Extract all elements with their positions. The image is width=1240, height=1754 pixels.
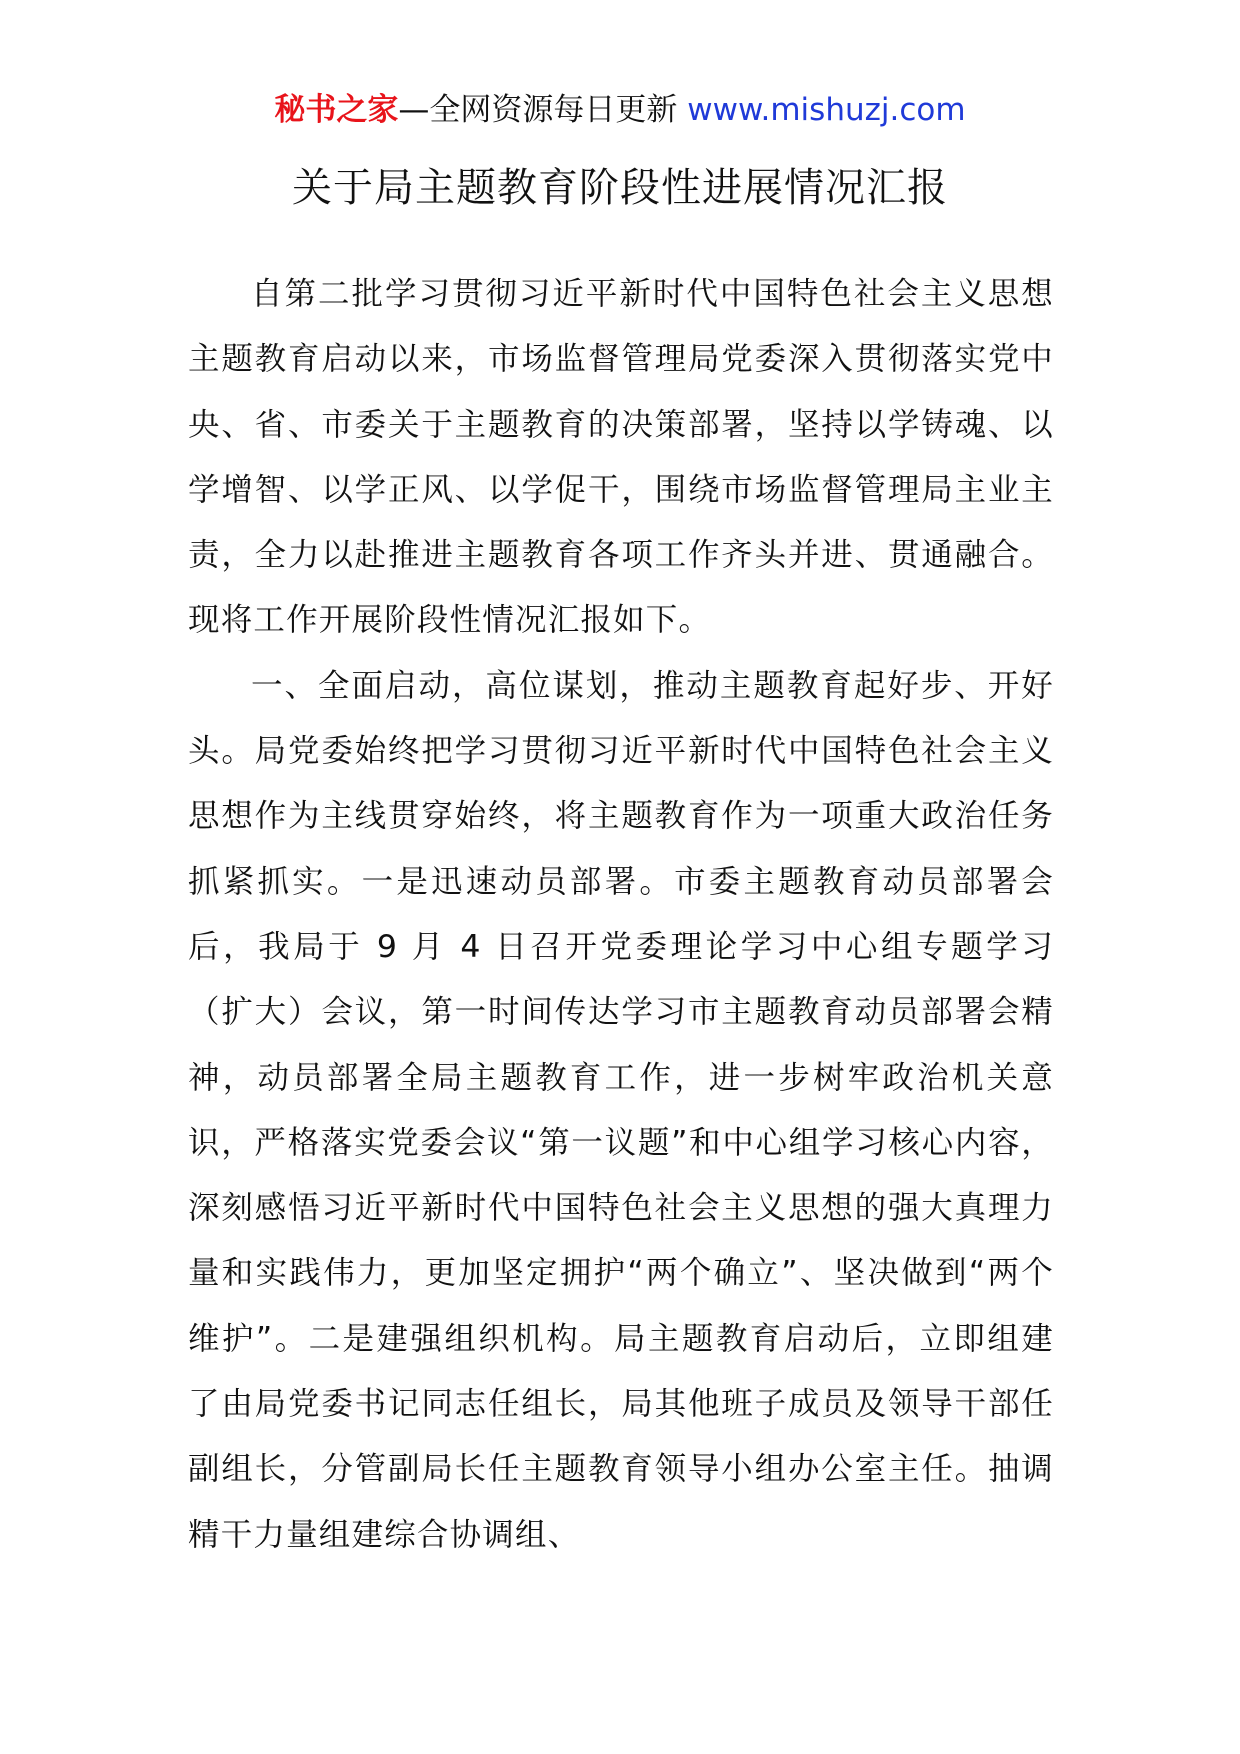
section-1-body: 局党委始终把学习贯彻习近平新时代中国特色社会主义思想作为主线贯穿始终，将主题教育作为一项重大政治任务抓紧抓实。一是迅速动员部署。市委主题教育动员部署会后，我局于 9 月 4 日召开党委理论学习中心组专题学习（扩大）会议，第一时间传达学习市主题教育动员部署会精神，动员部署全局主题教育工作，进一步树牢政治机关意识，严格落实党委会议“第一议题”和中心组学习核心内容，深刻感悟习近平新时代中国特色社会主义思想的强大真理力量和实践伟力，更加坚定拥护“两个确立”、坚决做到“两个维护”。二是建强组织机构。局主题教育启动后，立即组建了由局党委书记同志任组长，局其他班子成员及领导干部任副组长，分管副局长任主题教育领导小组办公室主任。抽调精干力量组建综合协调组、 (188, 733, 1054, 1553)
header-tagline: —全网资源每日更新 (398, 92, 678, 128)
brand-name: 秘书之家 (274, 92, 399, 128)
document-body (188, 262, 1054, 1568)
section-1-heading: 一、全面启动，高位谋划，推动主题教育起好步、开好头。 (188, 667, 1054, 770)
document-title: 关于局主题教育阶段性进展情况汇报 (292, 165, 948, 211)
site-url-link[interactable]: www.mishuzj.com (687, 92, 966, 128)
watermark-header (0, 88, 1240, 132)
section-1-paragraph (188, 654, 1054, 1568)
intro-paragraph: 自第二批学习贯彻习近平新时代中国特色社会主义思想主题教育启动以来，市场监督管理局党委深入贯彻落实党中央、省、市委关于主题教育的决策部署，坚持以学铸魂、以学增智、以学正风、以学促干，围绕市场监督管理局主业主责，全力以赴推进主题教育各项工作齐头并进、贯通融合。现将工作开展阶段性情况汇报如下。 (188, 276, 1054, 639)
